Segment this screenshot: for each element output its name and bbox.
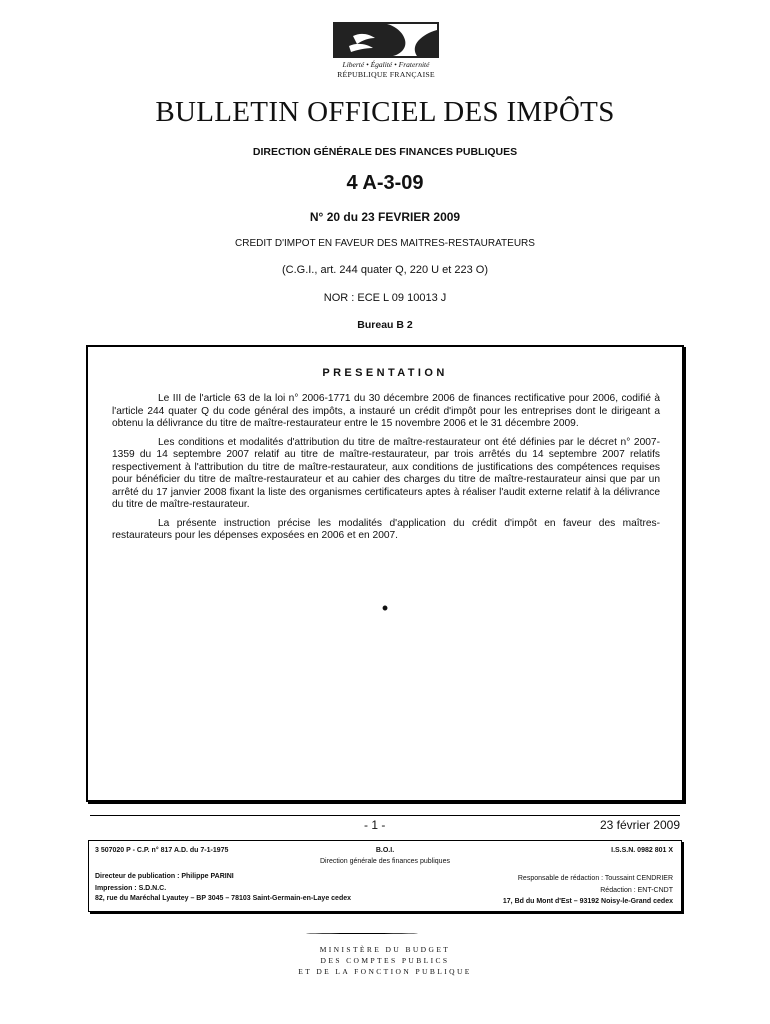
marianne-emblem — [333, 22, 439, 58]
publication-director: Directeur de publication : Philippe PARINI — [95, 873, 234, 880]
ministry-divider — [306, 933, 418, 934]
republic-name: RÉPUBLIQUE FRANÇAISE — [337, 70, 435, 79]
ministry-name — [0, 944, 770, 977]
dgfip-label: Direction générale des finances publiques — [320, 858, 450, 865]
issn: I.S.S.N. 0982 801 X — [611, 847, 673, 854]
page-number: - 1 - — [364, 818, 386, 832]
presentation-title: PRESENTATION — [322, 367, 448, 379]
issue-number-date: N° 20 du 23 FEVRIER 2009 — [309, 210, 461, 224]
printing-address: 82, rue du Maréchal Lyautey – BP 3045 – 78103 Saint-Germain-en-Laye cedex — [95, 895, 352, 902]
document-code: 4 A-3-09 — [346, 172, 424, 194]
redaction-manager: Responsable de rédaction : Toussaint CENDRIER — [517, 875, 673, 882]
printing-info: Impression : S.D.N.C. — [95, 885, 167, 892]
ministry-line-2: DES COMPTES PUBLICS — [320, 956, 450, 965]
boi-label: B.O.I. — [375, 847, 395, 854]
redaction-info: Rédaction : ENT-CNDT — [600, 887, 673, 894]
presentation-body — [112, 393, 660, 549]
cp-reference: 3 507020 P - C.P. n° 817 A.D. du 7-1-1975 — [95, 847, 229, 854]
bureau-label: Bureau B 2 — [357, 319, 413, 331]
republic-motto: Liberté • Égalité • Fraternité — [342, 60, 430, 69]
republique-francaise-logo — [333, 22, 439, 84]
nor-reference: NOR : ECE L 09 10013 J — [323, 292, 447, 304]
cgi-reference: (C.G.I., art. 244 quater Q, 220 U et 223 O) — [281, 264, 489, 276]
ministry-line-3: ET DE LA FONCTION PUBLIQUE — [298, 967, 472, 976]
footer-date: 23 février 2009 — [599, 818, 680, 832]
bulletin-title: BULLETIN OFFICIEL DES IMPÔTS — [155, 96, 615, 128]
ministry-line-1: MINISTÈRE DU BUDGET — [319, 945, 451, 954]
publication-info-box — [88, 840, 682, 912]
presentation-paragraph-3: La présente instruction précise les modalités d'application du crédit d'impôt en faveur des maîtres-restaurateurs pour les dépenses exposées en 2006 et en 2007. — [112, 517, 660, 541]
direction-name: DIRECTION GÉNÉRALE DES FINANCES PUBLIQUES — [252, 146, 518, 158]
presentation-box — [86, 345, 684, 802]
presentation-paragraph-2: Les conditions et modalités d'attribution du titre de maître-restaurateur ont été définies par le décret n° 2007-1359 du 14 septembre 2007 relatif au titre de maître-restaurateur, par trois arrêtés du 14 septembre 2007 relatifs respectivement à l'attribution du titre de maître-restaurateur, aux conditions de justifications des compétences requises pour bénéficier du titre de maître-restaurateur et au cahier des charges du titre de maître-restaurateur ainsi que par un arrêté du 17 janvier 2008 fixant la liste des organismes certificateurs aptes à réaliser l'audit externe relatif à la délivrance du titre de maître-restaurateur. — [112, 436, 660, 510]
bullet-separator: • — [381, 598, 389, 618]
presentation-paragraph-1: Le III de l'article 63 de la loi n° 2006-1771 du 30 décembre 2006 de finances rectificative pour 2006, codifié à l'article 244 quater Q du code général des impôts, a instauré un crédit d'impôt pour les entreprises dont le dirigeant a obtenu la délivrance du titre de maître-restaurateur entre le 15 novembre 2006 et le 31 décembre 2009. — [112, 393, 660, 429]
redaction-address: 17, Bd du Mont d'Est – 93192 Noisy-le-Grand cedex — [502, 898, 673, 905]
footer-divider — [90, 815, 680, 816]
document-subject: CREDIT D'IMPOT EN FAVEUR DES MAITRES-RESTAURATEURS — [235, 238, 535, 249]
